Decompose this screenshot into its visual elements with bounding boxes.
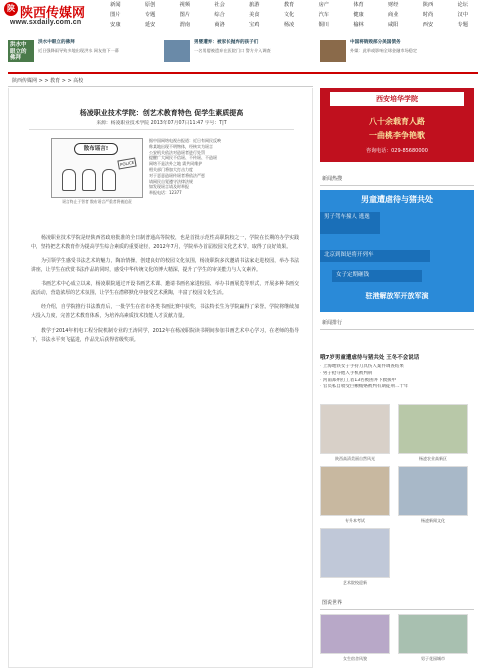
ad-desc: 外媒：此举或影响全球金融市场稳定 (350, 48, 418, 53)
nav-link[interactable]: 时尚 (422, 12, 434, 18)
nav-link[interactable]: 专题 (457, 22, 468, 28)
ad-desc: 一名男婴被遗弃在医院门口 警方介入调查 (194, 48, 271, 53)
divider (8, 86, 313, 87)
main-nav (98, 2, 480, 32)
top-ads (8, 38, 478, 68)
related-news-line[interactable]: 称某地出现不明物体，经核实为谣言 (149, 143, 213, 149)
nav-link[interactable]: 社会 (214, 2, 225, 8)
article-paragraph: 教学于2014年机电工程分院机制专业的王涛同学，2012年在杨凌职院读书期间参加书画艺术中心学习，在老师的指导下，书法水平突飞猛进，作品先后获得省级奖项。 (31, 327, 299, 343)
nav-link[interactable]: 铜川 (318, 22, 329, 28)
ranking-item[interactable]: · 上海地铁女子手持刀具伤人案件调查结果 (320, 364, 474, 371)
nav-link[interactable]: 原创 (144, 2, 156, 8)
sidebar (320, 88, 478, 668)
ranking-item[interactable]: · 官员私自收受巨额贿赂被判有期徒刑二十年 (320, 384, 474, 391)
nav-link[interactable]: 宝鸡 (249, 22, 260, 28)
nav-link[interactable]: 咸阳 (388, 22, 399, 28)
ranking-item[interactable]: · 男子抢夺他人手机被判刑 (320, 371, 474, 378)
photo-item[interactable] (320, 528, 390, 585)
nav-link[interactable]: 商洛 (214, 22, 225, 28)
ad-thumb: 洪水中 眼立的 佛拜 (8, 40, 34, 62)
nav-row-1 (98, 2, 480, 12)
speech-bubble: 散布谣言! (74, 143, 118, 155)
nav-link[interactable]: 旅游 (249, 2, 260, 8)
nav-link[interactable]: 专题 (144, 12, 156, 18)
nav-link[interactable]: 体育 (353, 2, 364, 8)
school-logo: 西安培华学院 (330, 92, 464, 106)
photo-thumb (398, 404, 468, 454)
related-news-line[interactable]: 请网民自觉遵守法律法规 (149, 178, 193, 184)
section-heading: 新闻热搜 (320, 176, 474, 186)
banner-phone: 咨询电话：029-85680000 (366, 148, 428, 154)
ad-title[interactable]: 男婴遭弃：被家长抛弃的孩子们 (194, 40, 259, 45)
photo-item[interactable] (398, 614, 468, 661)
article-paragraph: 书画艺术中心成立以来，杨凌职院通过开设书画艺术课、邀请书画名家进校园、举办书画展览等形式，开展多种书画交流活动，营造浓厚的艺术氛围，让学生在潜移默化中接受艺术熏陶，丰富了校园文化生活。 (31, 281, 299, 297)
nav-link[interactable]: 美食 (249, 12, 260, 18)
site-url: www.sxdaily.com.cn (10, 19, 82, 26)
hot-search-link[interactable]: 北京到图是将开列车 (320, 250, 430, 262)
related-news-line[interactable]: 如发现谣言请及时举报 (149, 184, 189, 190)
related-news-line[interactable]: 公安机关依法对造谣者进行处罚 (149, 149, 205, 155)
article-body (31, 234, 299, 350)
nav-link[interactable]: 图片 (179, 12, 191, 18)
article-meta: 来源：杨凌职业技术学院 2013年07月07日11:47 字号：T|T (96, 121, 227, 126)
article-image (51, 138, 143, 198)
nav-link[interactable]: 汉中 (457, 12, 468, 18)
nav-link[interactable]: 教育 (283, 2, 295, 8)
nav-link[interactable]: 财经 (388, 2, 399, 8)
header-divider (8, 72, 478, 74)
school-ad-banner[interactable] (320, 88, 474, 162)
section-heading: 新闻排行 (320, 320, 474, 330)
ad-title[interactable]: 洪水中眼立的佛拜 (38, 40, 75, 45)
nav-row-3 (98, 22, 480, 32)
person-figure-icon (102, 169, 116, 191)
related-news-line[interactable]: 对于恶意造谣传谣者将依法严惩 (149, 172, 205, 178)
nav-link[interactable]: 渭南 (179, 22, 191, 28)
nav-link[interactable]: 杨凌 (283, 22, 295, 28)
nav-link[interactable]: 安康 (110, 22, 121, 28)
brand-name: 陕西传媒网 (20, 6, 86, 21)
photo-item[interactable] (398, 466, 468, 523)
related-news-line[interactable]: 据中国网络电视台报道：近日有网民反映 (149, 138, 221, 143)
article-paragraph: 杨凌职业技术学院是经陕西省政府批准的全日制普通高等院校，也是首批示范性高职院校之一，学院在长期的办学实践中，坚持把艺术教育作为提高学生综合素质的重要途径，2012年7月，学院举办首届校园文化艺术节，取得了良好效果。 (31, 235, 299, 251)
related-news-line[interactable]: 提醒广大网民不信谣、不传谣、不造谣 (149, 155, 217, 161)
divider (29, 129, 294, 130)
banner-slogan-2: 一曲桃李争艳歌 (369, 130, 425, 140)
related-news-line[interactable]: 举报电话：12377 (149, 190, 182, 196)
article-title: 杨凌职业技术学院：创艺术教育特色 促学生素质提高 (79, 109, 244, 117)
image-caption: 谣言终止于智者 散布谣言严重者将被追责 (62, 199, 132, 204)
nav-link[interactable]: 陕西 (422, 2, 434, 8)
photo-thumb (320, 466, 390, 516)
nav-link[interactable]: 商业 (388, 12, 399, 18)
photo-item[interactable] (320, 614, 390, 661)
hot-search-lead[interactable]: 男童遭虐待与猪共处 (361, 195, 433, 204)
photo-item[interactable] (320, 466, 390, 523)
nav-link[interactable]: 图片 (110, 12, 121, 18)
nav-link[interactable]: 延安 (144, 22, 156, 28)
photo-caption: 陕西高清美丽自然风光 (335, 456, 375, 461)
hot-search-link[interactable]: 驻港解放军开放军演 (365, 292, 429, 300)
ad-item[interactable] (8, 38, 158, 66)
news-ranking (320, 353, 474, 391)
ad-thumb (320, 40, 346, 62)
banner-slogan-1: 八十余载育人路 (369, 116, 425, 126)
ranking-lead[interactable]: 哦7岁男童遭虐待与猪共处 王冬不会说话 (320, 355, 420, 361)
photo-thumb (320, 404, 390, 454)
ad-item[interactable] (320, 38, 478, 66)
nav-row-2 (98, 12, 480, 22)
nav-link[interactable]: 汽车 (318, 12, 329, 18)
site-logo[interactable] (4, 2, 96, 30)
section-heading: 图说世界 (320, 600, 474, 610)
hot-search-link[interactable]: 男子驾车撞人 逃逸 (320, 212, 380, 234)
person-figure-icon (62, 169, 76, 191)
related-news-line[interactable]: 网络不是法外之地 需共同维护 (149, 161, 203, 167)
photo-caption: 专升本考试 (345, 518, 365, 523)
nav-link[interactable]: 房产 (318, 2, 329, 8)
ad-title[interactable]: 中国将销毁部分美国债务 (350, 40, 401, 45)
photo-caption: 女生宿舍风貌 (343, 656, 367, 661)
photo-caption: 男子花园城市 (421, 656, 445, 661)
nav-link[interactable]: 新闻 (110, 2, 121, 8)
ad-desc: 近日强降雨导致多地出现洪水 网友拍下一幕 (38, 48, 119, 53)
nav-link[interactable]: 榆林 (353, 22, 364, 28)
hot-search-box (320, 190, 474, 312)
photo-thumb (398, 466, 468, 516)
nav-link[interactable]: 综合 (214, 12, 225, 18)
photo-caption: 艺术院校迎新 (343, 580, 367, 585)
ad-item[interactable] (164, 38, 314, 66)
photo-thumb (320, 528, 390, 578)
article-paragraph: 经介绍，自学院推行书法教育后，一批学生在省市各类书画比赛中获奖，书法特长生为学院赢得了荣誉。学院将继续加大投入力度，完善艺术教育体系，为培养高素质技术技能人才贡献力量。 (31, 304, 299, 320)
police-sign: POLICE (117, 157, 137, 169)
article-paragraph: 为引领学生感受书法艺术的魅力，陶冶情操，创建良好的校园文化氛围，杨凌职院多次邀请书法家走进校园，举办书法讲座，让学生在欣赏书法作品的同时，感受中华传统文化的博大精深，提升了学生的审美能力与人文素养。 (31, 258, 299, 274)
ad-thumb (164, 40, 190, 62)
logo-mark-icon: 陕 (4, 2, 18, 16)
nav-link[interactable]: 视频 (179, 2, 191, 8)
article-container (8, 88, 313, 668)
site-header (0, 0, 482, 36)
photo-caption: 杨凌农业高新区 (419, 456, 447, 461)
nav-link[interactable]: 健康 (353, 12, 364, 18)
photo-thumb (398, 614, 468, 654)
photo-thumb (320, 614, 390, 654)
nav-link[interactable]: 论坛 (457, 2, 468, 8)
related-news-line[interactable]: 相关部门将加大打击力度 (149, 166, 193, 172)
nav-link[interactable]: 文化 (283, 12, 295, 18)
photo-item[interactable] (398, 404, 468, 461)
photo-caption: 杨凌新闻文化 (421, 518, 445, 523)
hot-search-link[interactable]: 女子定期砸钱 (332, 270, 422, 282)
person-figure-icon (82, 169, 96, 191)
photo-item[interactable] (320, 404, 390, 461)
ranking-item[interactable]: · 河南郑州打工者13名被困井下救援中 (320, 378, 474, 385)
nav-link[interactable]: 西安 (422, 22, 434, 28)
related-news-box (149, 138, 299, 196)
breadcrumb[interactable]: 陕西传媒网 > > 教育 > > 高校 (12, 78, 84, 84)
